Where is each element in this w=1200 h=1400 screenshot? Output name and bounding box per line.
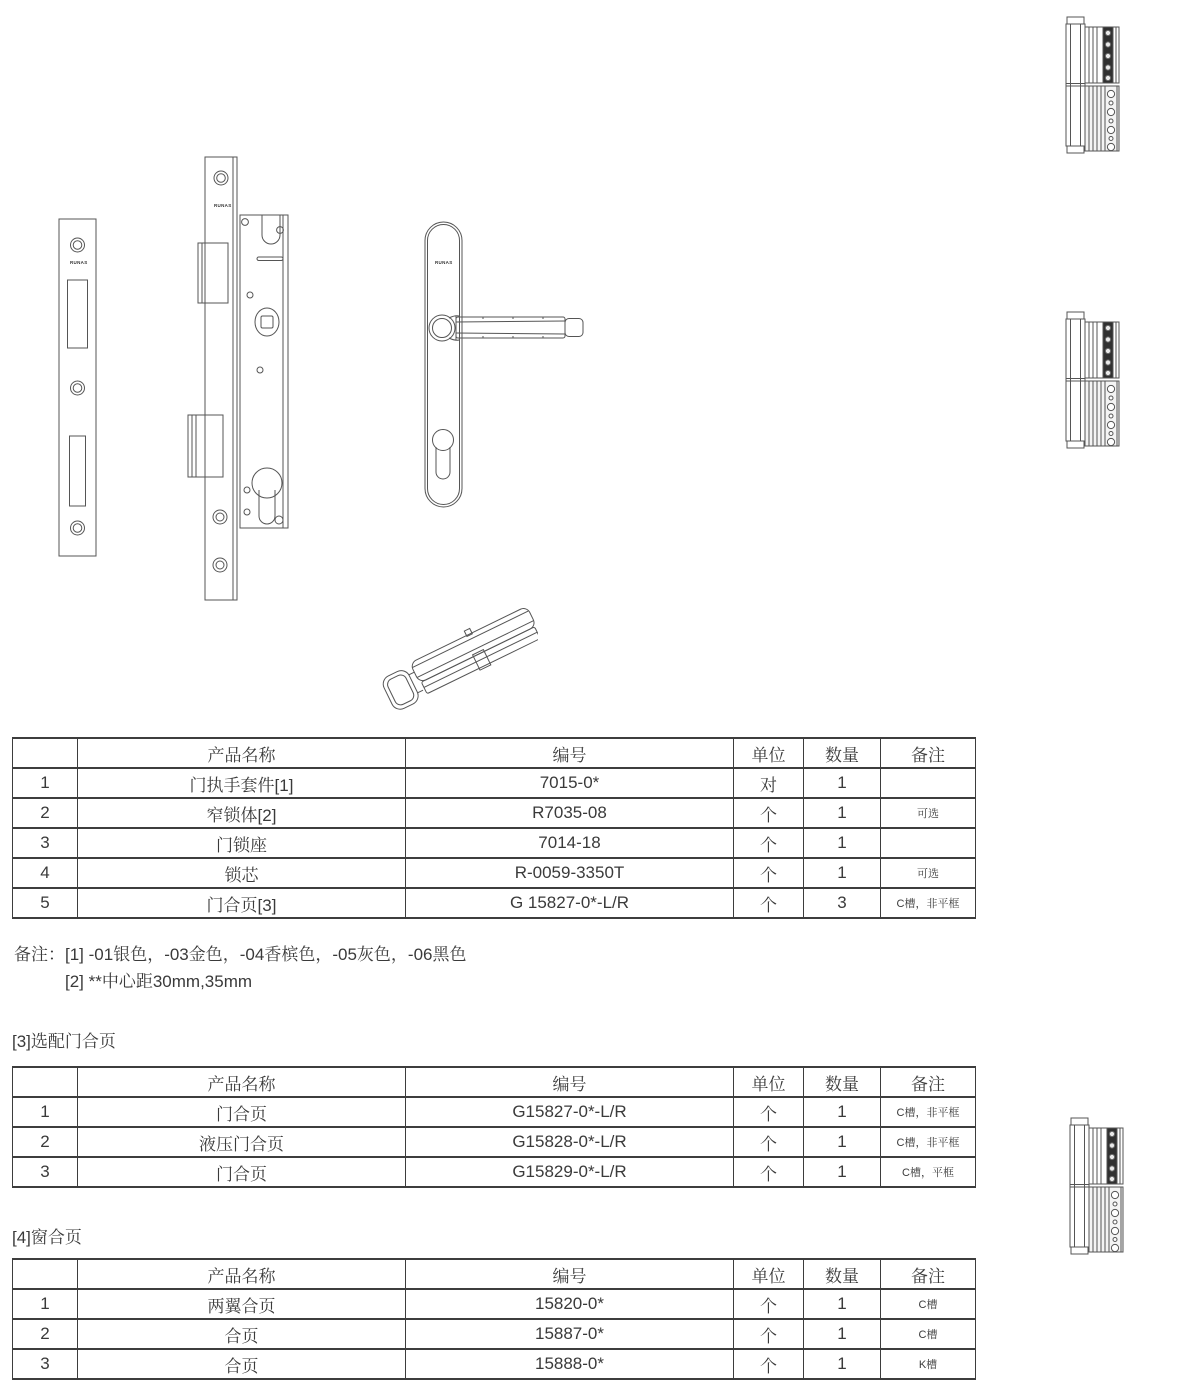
table-cell: 液压门合页: [78, 1127, 406, 1157]
table-cell: 个: [734, 798, 804, 828]
optional-door-hinges-table: [12, 1066, 976, 1188]
header-cell: 备注: [881, 1259, 976, 1289]
table-row: [13, 888, 976, 918]
table-cell: 3: [804, 888, 881, 918]
table-cell: 可选: [881, 858, 976, 888]
table-cell: 个: [734, 1319, 804, 1349]
table-row: [13, 1157, 976, 1187]
remarks-line: [2] **中心距30mm,35mm: [65, 972, 253, 991]
window-hinge-line-drawing: [1068, 1116, 1130, 1256]
header-cell: 单位: [734, 1259, 804, 1289]
table-cell: 门合页: [78, 1097, 406, 1127]
table-cell: 1: [804, 1157, 881, 1187]
table-cell: 个: [734, 858, 804, 888]
door-hinge-line-drawing: [1064, 15, 1126, 155]
table-cell: 1: [804, 828, 881, 858]
narrow-lock-body-line-drawing: [183, 150, 293, 605]
table-cell: C槽: [881, 1289, 976, 1319]
table-cell: 1: [804, 1289, 881, 1319]
table-cell: 15888-0*: [406, 1349, 734, 1379]
table-cell: 1: [804, 1349, 881, 1379]
table-cell: G15827-0*-L/R: [406, 1097, 734, 1127]
table-cell: 1: [804, 768, 881, 798]
table-cell: C槽，平框: [881, 1157, 976, 1187]
table-row: [13, 858, 976, 888]
table-row: [13, 1127, 976, 1157]
table-cell: 个: [734, 1127, 804, 1157]
table-row: [13, 798, 976, 828]
table-cell: 1: [804, 1127, 881, 1157]
table-cell: 个: [734, 828, 804, 858]
table-cell: 1: [13, 768, 78, 798]
table-row: [13, 828, 976, 858]
remarks-line: [1] -01银色，-03金色，-04香槟色，-05灰色，-06黑色: [65, 945, 467, 964]
table-cell: G15828-0*-L/R: [406, 1127, 734, 1157]
header-cell: 产品名称: [78, 738, 406, 768]
table-cell: [881, 828, 976, 858]
table-row: [13, 1289, 976, 1319]
brand-mark: RUNAS: [435, 260, 453, 265]
table-cell: 对: [734, 768, 804, 798]
table-cell: 门锁座: [78, 828, 406, 858]
table-row: [13, 1349, 976, 1379]
section-title-window-hinges: [4]窗合页: [12, 1228, 82, 1247]
header-cell: 数量: [804, 1067, 881, 1097]
section-title-optional-door-hinges: [3]选配门合页: [12, 1032, 116, 1051]
table-cell: 1: [804, 1097, 881, 1127]
table-cell: 门合页[3]: [78, 888, 406, 918]
table-cell: 个: [734, 1289, 804, 1319]
table-cell: 7014-18: [406, 828, 734, 858]
header-cell: 单位: [734, 1067, 804, 1097]
table-cell: 两翼合页: [78, 1289, 406, 1319]
header-cell: 产品名称: [78, 1067, 406, 1097]
table-cell: G 15827-0*-L/R: [406, 888, 734, 918]
table-cell: C槽，非平框: [881, 1127, 976, 1157]
brand-mark: RUNAS: [214, 203, 232, 208]
table-cell: G15829-0*-L/R: [406, 1157, 734, 1187]
table-cell: 合页: [78, 1349, 406, 1379]
table-cell: 门合页: [78, 1157, 406, 1187]
table-header-row: [13, 1067, 976, 1097]
header-cell: 数量: [804, 1259, 881, 1289]
door-handle-plate-line-drawing: [418, 215, 593, 515]
table-header-row: [13, 738, 976, 768]
table-cell: 个: [734, 1349, 804, 1379]
table-cell: 个: [734, 1157, 804, 1187]
table-cell: R-0059-3350T: [406, 858, 734, 888]
table-cell: 合页: [78, 1319, 406, 1349]
table-cell: 1: [804, 858, 881, 888]
remarks-block: [14, 941, 466, 995]
table-cell: 1: [13, 1097, 78, 1127]
table-row: [13, 1319, 976, 1349]
header-cell: 编号: [406, 1259, 734, 1289]
brand-mark: RUNAS: [70, 260, 88, 265]
table-cell: 15820-0*: [406, 1289, 734, 1319]
table-cell: 门执手套件[1]: [78, 768, 406, 798]
table-row: [13, 1097, 976, 1127]
remarks-label: 备注：: [14, 945, 65, 964]
table-cell: 锁芯: [78, 858, 406, 888]
strike-plate-line-drawing: [58, 218, 98, 558]
lock-cylinder-line-drawing: [368, 593, 538, 721]
table-cell: 个: [734, 1097, 804, 1127]
table-cell: 2: [13, 1127, 78, 1157]
table-cell: 2: [13, 798, 78, 828]
header-cell: [13, 1067, 78, 1097]
window-hinges-table: [12, 1258, 976, 1380]
table-cell: C槽，非平框: [881, 888, 976, 918]
table-cell: 可选: [881, 798, 976, 828]
table-cell: 15887-0*: [406, 1319, 734, 1349]
parts-list-table: [12, 737, 976, 919]
table-cell: 3: [13, 828, 78, 858]
table-header-row: [13, 1259, 976, 1289]
table-cell: 2: [13, 1319, 78, 1349]
header-cell: 编号: [406, 738, 734, 768]
table-cell: 1: [804, 798, 881, 828]
header-cell: 备注: [881, 738, 976, 768]
header-cell: [13, 738, 78, 768]
table-cell: 1: [804, 1319, 881, 1349]
table-cell: 个: [734, 888, 804, 918]
table-cell: 3: [13, 1349, 78, 1379]
header-cell: 单位: [734, 738, 804, 768]
table-cell: 3: [13, 1157, 78, 1187]
table-cell: 5: [13, 888, 78, 918]
table-cell: 1: [13, 1289, 78, 1319]
table-cell: 4: [13, 858, 78, 888]
header-cell: 数量: [804, 738, 881, 768]
table-cell: R7035-08: [406, 798, 734, 828]
header-cell: 产品名称: [78, 1259, 406, 1289]
header-cell: 备注: [881, 1067, 976, 1097]
table-cell: C槽，非平框: [881, 1097, 976, 1127]
header-cell: 编号: [406, 1067, 734, 1097]
table-cell: K槽: [881, 1349, 976, 1379]
header-cell: [13, 1259, 78, 1289]
table-cell: C槽: [881, 1319, 976, 1349]
door-hinge-line-drawing: [1064, 310, 1126, 450]
table-cell: 7015-0*: [406, 768, 734, 798]
table-cell: 窄锁体[2]: [78, 798, 406, 828]
table-row: [13, 768, 976, 798]
table-cell: [881, 768, 976, 798]
